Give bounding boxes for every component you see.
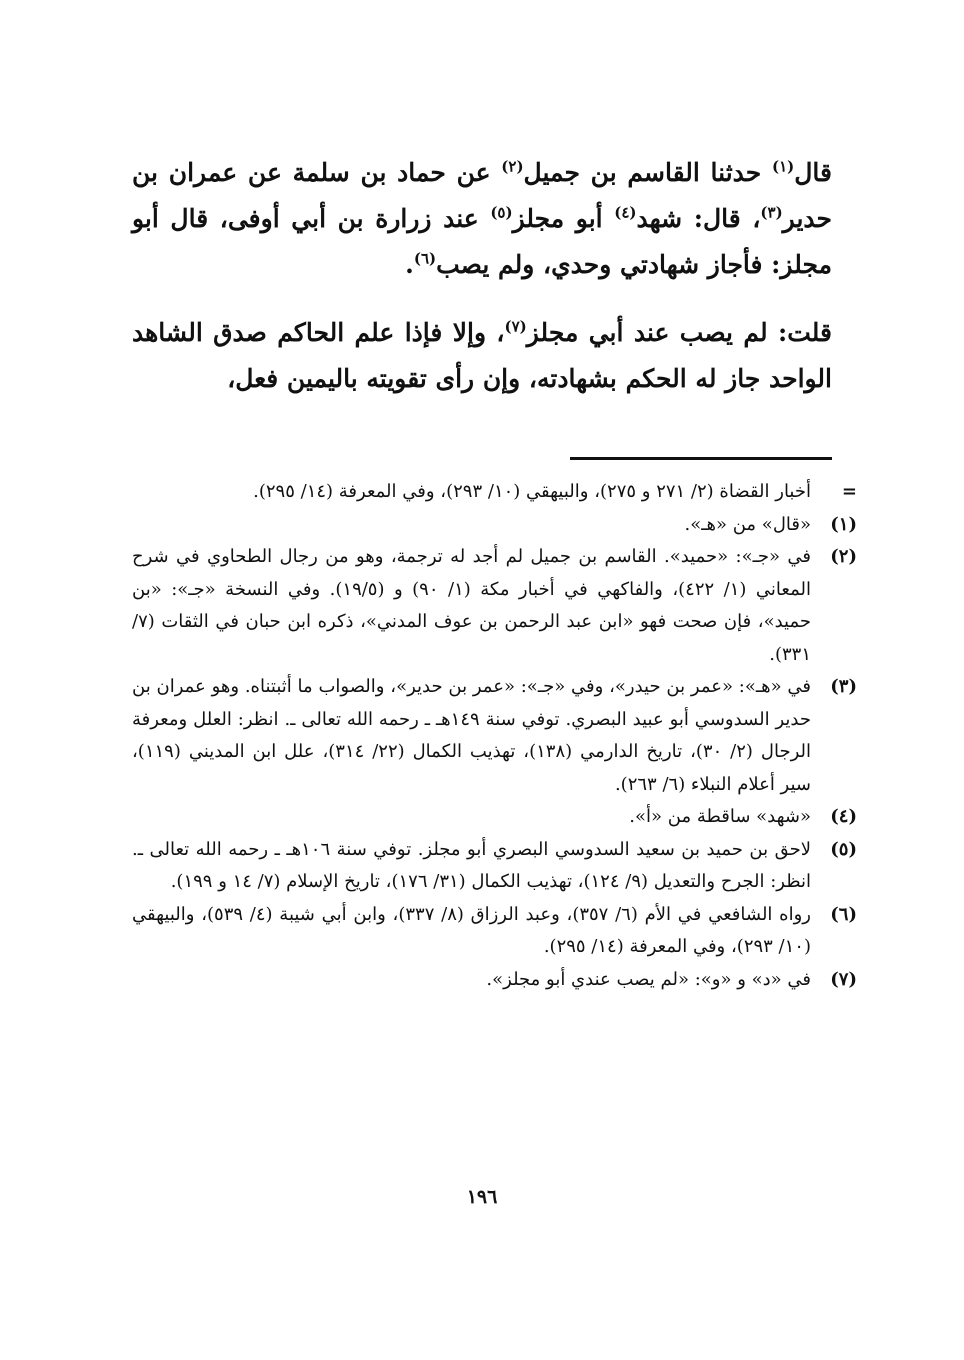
text-run: حدثنا القاسم بن جميل [523, 158, 772, 187]
footnote-marker: (٤) [614, 203, 637, 222]
footnote-text: في «هـ»: «عمر بن حيدر»، وفي «جـ»: «عمر بن حدير»، والصواب ما أثبتناه. وهو عمران بن حدير السدوسي أبو عبيد البصري. توفي سنة ١٤٩هـ ـ رحمه الله تعالى ـ. انظر: العلل ومعرفة الرجال (٢/ ٣٠)، تاريخ الدارمي (١٣٨)، تهذيب الكمال (٢٢/ ٣١٤)، علل ابن المديني (١١٩)، سير أعلام النبلاء (٦/ ٢٦٣). [132, 676, 812, 795]
footnote-number: (١) [830, 513, 857, 535]
main-text [132, 150, 832, 402]
footnote-number: (٧) [830, 968, 857, 990]
footnote [132, 801, 857, 834]
footnotes [132, 476, 857, 996]
footnote-marker: (١) [771, 157, 795, 176]
text-run: أبو مجلز [512, 204, 615, 233]
footnote-number: = [841, 481, 857, 502]
footnote-text: في «د» و «و»: «لم يصب عندي أبو مجلز». [486, 968, 811, 990]
footnote [132, 899, 857, 964]
footnote [132, 509, 857, 542]
footnote-marker: (٣) [760, 203, 783, 222]
text-run: قلت: لم يصب عند أبي مجلز [526, 318, 832, 347]
footnote [132, 541, 857, 671]
footnote-marker: (٢) [501, 157, 524, 176]
footnote-text: أخبار القضاة (٢/ ٢٧١ و ٢٧٥)، والبيهقي (١٠/ ٢٩٣)، وفي المعرفة (١٤/ ٢٩٥). [253, 481, 811, 502]
footnote-separator [570, 457, 832, 460]
footnote-continuation [132, 476, 857, 509]
text-run: عند زرارة بن أبي أوفى، قال أبو مجلز: فأجاز شهادتي وحدي، ولم يصب [132, 204, 832, 279]
footnote-text: في «جـ»: «حميد». القاسم بن جميل لم أجد له ترجمة، وهو من رجال الطحاوي في شرح المعاني (١/ ٤٢٢)، والفاكهي في أخبار مكة (١/ ٩٠) و (١٩/٥). وفي النسخة «جـ»: «بن حميد»، فإن صحت فهو «ابن عبد الرحمن بن عوف المدني»، ذكره ابن حبان في الثقات (٧/ ٣٣١). [132, 546, 811, 665]
footnote-text: لاحق بن حميد بن سعيد السدوسي البصري أبو مجلز. توفي سنة ١٠٦هـ ـ رحمه الله تعالى ـ. انظر: الجرح والتعديل (٩/ ١٢٤)، تهذيب الكمال (٣١/ ١٧٦)، تاريخ الإسلام (٧/ ١٤ و ١٩٩). [132, 838, 811, 892]
footnote-marker: (٦) [413, 249, 437, 268]
text-run: قال [794, 158, 832, 187]
footnote [132, 671, 857, 801]
footnote-text: رواه الشافعي في الأم (٦/ ٣٥٧)، وعبد الرزاق (٨/ ٣٣٧)، وابن أبي شيبة (٤/ ٥٣٩)، والبيهقي (١٠/ ٢٩٣)، وفي المعرفة (١٤/ ٢٩٥). [132, 903, 811, 957]
paragraph [132, 310, 832, 402]
footnote-number: (٢) [830, 546, 857, 567]
footnote-marker: (٧) [504, 317, 527, 336]
text-run: عن حماد بن سلمة عن عمران بن حدير [132, 158, 833, 233]
text-run: . [405, 250, 414, 279]
footnote-number: (٣) [830, 676, 857, 697]
footnote-text: «شهد» ساقطة من «أ». [629, 806, 811, 827]
footnote-text: «قال» من «هـ». [684, 513, 811, 535]
page-number: ١٩٦ [466, 1186, 498, 1208]
footnote [132, 964, 857, 997]
footnote-number: (٥) [830, 838, 857, 860]
footnote-marker: (٥) [490, 203, 513, 222]
text-run: ، وإلا فإذا علم الحاكم صدق الشاهد الواحد جاز له الحكم بشهادته، وإن رأى تقويته باليمين فعل، [132, 318, 832, 393]
paragraph [132, 150, 832, 288]
text-run: ، قال: شهد [636, 204, 761, 233]
footnote-number: (٤) [830, 806, 857, 827]
footnote-number: (٦) [830, 903, 857, 925]
footnote [132, 834, 857, 899]
